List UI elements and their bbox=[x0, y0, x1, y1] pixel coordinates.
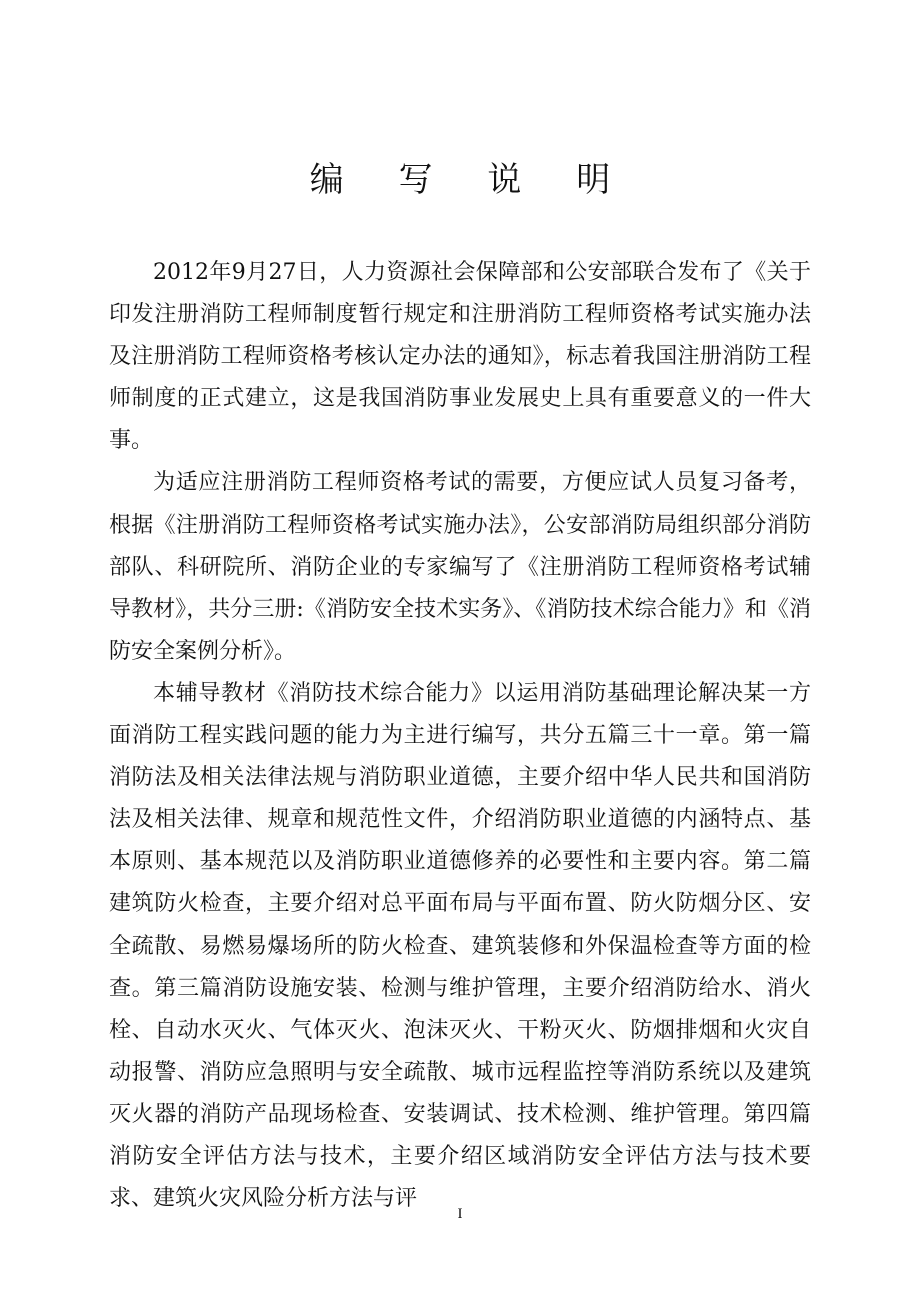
body-text bbox=[109, 252, 811, 1220]
paragraph-2: 为适应注册消防工程师资格考试的需要，方便应试人员复习备考，根据《注册消防工程师资格考试实施办法》，公安部消防局组织部分消防部队、科研院所、消防企业的专家编写了《注册消防工程师资格考试辅导教材》，共分三册:《消防安全技术实务》、《消防技术综合能力》和《消防安全案例分析》。 bbox=[109, 470, 811, 664]
page-title: 编 写 说 明 bbox=[309, 160, 633, 200]
page-number: I bbox=[457, 1206, 463, 1222]
paragraph-1: 2012年9月27日，人力资源社会保障部和公安部联合发布了《关于印发注册消防工程师制度暂行规定和注册消防工程师资格考试实施办法及注册消防工程师资格考核认定办法的通知》，标志着我国注册消防工程师制度的正式建立，这是我国消防事业发展史上具有重要意义的一件大事。 bbox=[109, 260, 811, 454]
paragraph-3: 本辅导教材《消防技术综合能力》以运用消防基础理论解决某一方面消防工程实践问题的能力为主进行编写，共分五篇三十一章。第一篇消防法及相关法律法规与消防职业道德，主要介绍中华人民共和国消防法及相关法律、规章和规范性文件，介绍消防职业道德的内涵特点、基本原则、基本规范以及消防职业道德修养的必要性和主要内容。第二篇建筑防火检查，主要介绍对总平面布局与平面布置、防火防烟分区、安全疏散、易燃易爆场所的防火检查、建筑装修和外保温检查等方面的检查。第三篇消防设施安装、检测与维护管理，主要介绍消防给水、消火栓、自动水灭火、气体灭火、泡沫灭火、干粉灭火、防烟排烟和火灾自动报警、消防应急照明与安全疏散、城市远程监控等消防系统以及建筑灭火器的消防产品现场检查、安装调试、技术检测、维护管理。第四篇消防安全评估方法与技术，主要介绍区域消防安全评估方法与技术要求、建筑火灾风险分析方法与评 bbox=[109, 680, 811, 1212]
